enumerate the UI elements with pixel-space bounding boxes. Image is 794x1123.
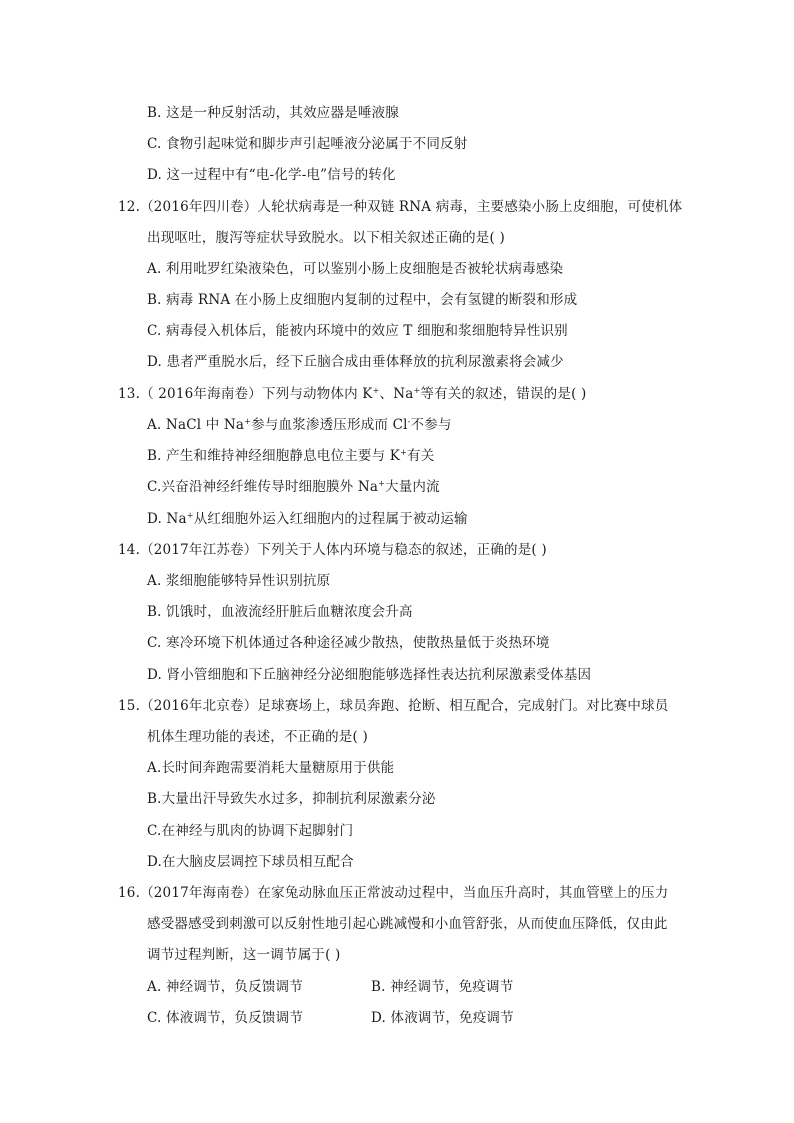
superscript-plus: +: [378, 479, 385, 488]
q12-stem-line2: 出现呕吐，腹泻等症状导致脱水。以下相关叙述正确的是( ): [147, 230, 505, 246]
superscript-plus: +: [244, 417, 252, 426]
q15-option-b: B.大量出汗导致失水过多，抑制抗利尿激素分泌: [147, 791, 436, 807]
superscript-plus: +: [400, 448, 407, 457]
q15-option-c: C.在神经与肌肉的协调下起脚射门: [147, 823, 354, 839]
q13-option-b: B. 产生和维持神经细胞静息电位主要与 K+有关: [147, 448, 435, 464]
q15-stem-line1: 15.（2016年北京卷）足球赛场上，球员奔跑、抢断、相互配合，完成射门。对比赛中球员: [118, 698, 669, 714]
q14-option-c: C. 寒冷环境下机体通过各种途径减少散热，使散热量低于炎热环境: [147, 635, 550, 651]
q13-option-c: C.兴奋沿神经纤维传导时细胞膜外 Na+大量内流: [147, 479, 440, 495]
q12-option-c: C. 病毒侵入机体后，能被内环境中的效应 T 细胞和浆细胞特异性识别: [147, 323, 568, 339]
q14-option-b: B. 饥饿时，血液流经肝脏后血糖浓度会升高: [147, 604, 413, 620]
q16-stem-line2: 感受器感受到刺激可以反射性地引起心跳减慢和小血管舒张，从而使血压降低，仅由此: [147, 916, 668, 932]
q15-stem-line2: 机体生理功能的表述，不正确的是( ): [147, 729, 368, 745]
q12-option-b: B. 病毒 RNA 在小肠上皮细胞内复制的过程中，会有氢键的断裂和形成: [147, 292, 578, 308]
q11-option-c: C. 食物引起味觉和脚步声引起唾液分泌属于不同反射: [147, 136, 468, 152]
q11-option-d: D. 这一过程中有“电-化学-电”信号的转化: [147, 167, 396, 183]
superscript-plus: +: [186, 511, 194, 520]
q16-option-c: C. 体液调节，负反馈调节: [147, 1010, 304, 1026]
q15-option-d: D.在大脑皮层调控下球员相互配合: [147, 854, 354, 870]
q14-option-d: D. 肾小管细胞和下丘脑神经分泌细胞能够选择性表达抗利尿激素受体基因: [147, 667, 592, 683]
q12-stem-line1: 12.（2016年四川卷）人轮状病毒是一种双链 RNA 病毒，主要感染小肠上皮细胞，可使机体: [118, 199, 683, 215]
q16-stem-line3: 调节过程判断，这一调节属于( ): [147, 947, 341, 963]
q13-stem: 13.（ 2016年海南卷）下列与动物体内 K+、Na+等有关的叙述，错误的是( ): [118, 386, 587, 402]
q16-option-a: A. 神经调节，负反馈调节: [147, 979, 303, 995]
q13-option-d: D. Na+从红细胞外运入红细胞内的过程属于被动运输: [147, 511, 468, 527]
q14-stem: 14.（2017年江苏卷）下列关于人体内环境与稳态的叙述，正确的是( ): [118, 542, 547, 558]
q16-option-b: B. 神经调节，免疫调节: [371, 979, 514, 995]
q16-stem-line1: 16.（2017年海南卷）在家兔动脉血压正常波动过程中，当血压升高时，其血管壁上的压力: [118, 885, 669, 901]
q13-option-a: A. NaCl 中 Na+参与血浆渗透压形成而 Cl-不参与: [147, 417, 452, 433]
superscript-plus: +: [372, 386, 380, 395]
superscript-plus: +: [413, 386, 421, 395]
q11-option-b: B. 这是一种反射活动，其效应器是唾液腺: [147, 105, 400, 121]
q16-option-d: D. 体液调节，免疫调节: [371, 1010, 514, 1026]
q12-option-a: A. 利用吡罗红染液染色，可以鉴别小肠上皮细胞是否被轮状病毒感染: [147, 261, 564, 277]
q14-option-a: A. 浆细胞能够特异性识别抗原: [147, 573, 331, 589]
superscript-minus: -: [407, 417, 411, 426]
q15-option-a: A.长时间奔跑需要消耗大量糖原用于供能: [147, 760, 395, 776]
q12-option-d: D. 患者严重脱水后，经下丘脑合成由垂体释放的抗利尿激素将会减少: [147, 354, 564, 370]
